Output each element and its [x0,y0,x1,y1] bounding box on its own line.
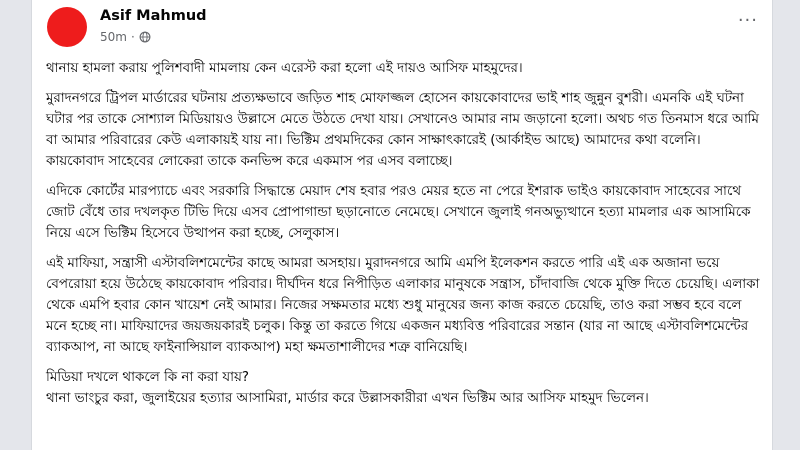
post-paragraph: থানায় হামলা করায় পুলিশবাদী মামলায় কেন এরেস্ট করা হলো এই দায়ও আসিফ মাহমুদের। [46,61,523,76]
post-header [44,6,760,46]
post-meta [100,30,151,44]
post-paragraph: মিডিয়া দখলে থাকলে কি না করা যায়? থানা ভাংচুর করা, জুলাইয়ের হত্যার আসামিরা, মার্ডার করে উল্লাসকারীরা এখন ভিক্টিম আর আসিফ মাহমুদ ভিলেন। [46,370,649,406]
post-time[interactable]: 50m [100,30,127,44]
author-name[interactable]: Asif Mahmud [100,8,207,24]
post-body [46,58,762,418]
post-paragraph: এদিকে কোর্টের মারপ্যাচে এবং সরকারি সিদ্ধান্তে মেয়াদ শেষ হবার পরও মেয়র হতে না পেরে ইশরাক ভাইও কায়কোবাদ সাহেবের সাথে জোট বেঁধে তার দখলকৃত টিভি দিয়ে এসব প্রোপাগান্ডা ছড়ানোতে নেমেছে। সেখানে জুলাই গনঅভ্যুত্থানে হত্যা মামলার এক আসামিকে নিয়ে এসে ভিক্টিম হিসেবে উত্থাপন করা হচ্ছে, সেলুকাস। [46,184,751,241]
meta-separator: · [130,30,135,44]
post-paragraph: এই মাফিয়া, সন্ত্রাসী এস্টাবলিশমেন্টের কাছে আমরা অসহায়। মুরাদনগরে আমি এমপি ইলেকশন করতে পারি এই এক অজানা ভয়ে বেপরোয়া হয়ে উঠেছে কায়কোবাদ পরিবার। দীর্ঘদিন ধরে নিপীড়িত এলাকার মানুষকে সন্ত্রাস, চাঁদাবাজি থেকে মুক্তি দিতে চেয়েছি। এলাকা থেকে এমপি হবার কোন খায়েশ নেই আমার। নিজের সক্ষমতার মধ্যে শুধু মানুষের জন্য কাজ করতে চেয়েছি, তাও করা সম্ভব হবে বলে মনে হচ্ছে না। মাফিয়াদের জয়জয়কারই চলুক। কিন্তু তা করতে গিয়ে একজন মধ্যবিত্ত পরিবারের সন্তান (যার না আছে এস্টাবলিশমেন্টের ব্যাকআপ, না আছে ফাইনান্সিয়াল ব্যাকআপ) মহা ক্ষমতাশালীদের শত্রু বানিয়েছি। [46,256,760,355]
post-paragraph: মুরাদনগরে ট্রিপল মার্ডারের ঘটনায় প্রত্যক্ষভাবে জড়িত শাহ মোফাজ্জল হোসেন কায়কোবাদের ভাই শাহ জুন্নুন বুশরী। এমনকি এই ঘটনা ঘটার পর তাকে সোশ্যাল মিডিয়ায়ও উল্লাসে মেতে উঠতে দেখা যায়। সেখানেও আমার নাম জড়ানো হলো। অথচ গত তিনমাস ধরে আমি বা আমার পরিবারের কেউ এলাকায়ই যায় না। ভিক্টিম প্রথমদিকের কোন সাক্ষাৎকারেই (আর্কাইভ আছে) আমাদের কথা বলেনি। কায়কোবাদ সাহেবের লোকেরা তাকে কনভিন্স করে একমাস পর এসব বলাচ্ছে। [46,91,759,169]
avatar[interactable] [47,7,87,47]
more-options-icon[interactable]: ··· [737,10,758,31]
facebook-post-card [31,0,773,450]
globe-icon[interactable] [139,31,151,43]
